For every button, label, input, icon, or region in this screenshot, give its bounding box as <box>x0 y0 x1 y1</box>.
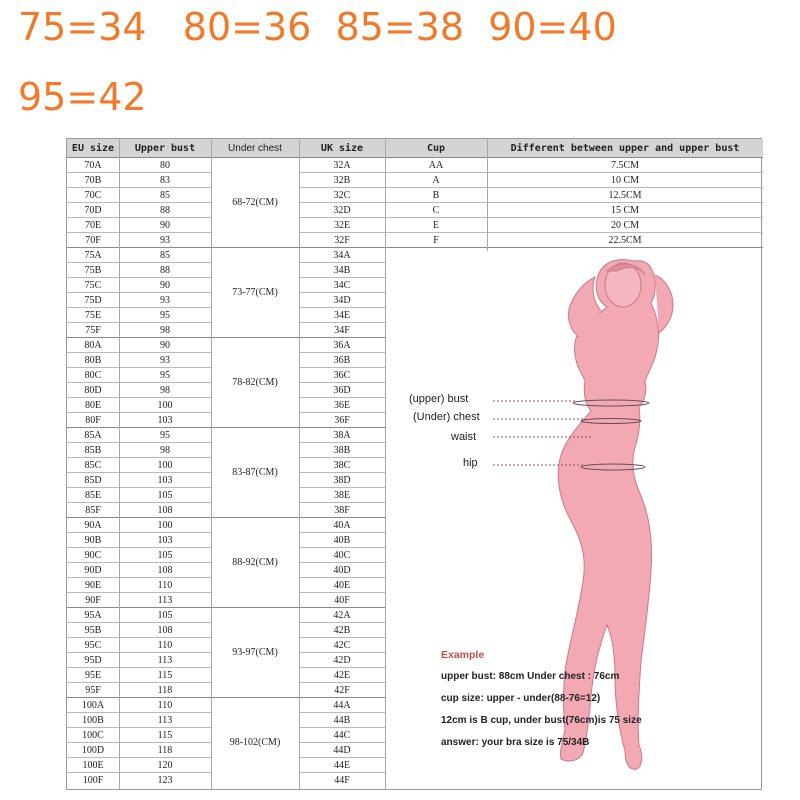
uk-size-cell: 38E <box>299 487 385 502</box>
header-eu-size: EU size <box>67 139 119 157</box>
header-cup: Cup <box>385 139 487 157</box>
eu-size-cell: 90F <box>67 592 119 607</box>
header-difference: Different between upper and upper bust <box>487 139 763 157</box>
label-waist: waist <box>451 431 477 443</box>
body-silhouette-illustration <box>387 251 759 787</box>
example-line-2: cup size: upper - under(88-76=12) <box>441 693 601 704</box>
label-under-chest: (Under) chest <box>413 411 480 423</box>
uk-size-cell: 36C <box>299 367 385 382</box>
eu-size-cell: 85D <box>67 472 119 487</box>
eu-size-cell: 80E <box>67 397 119 412</box>
eu-size-cell: 100D <box>67 742 119 757</box>
upper-bust-cell: 108 <box>119 622 211 637</box>
uk-size-cell: 40C <box>299 547 385 562</box>
example-line-1: upper bust: 88cm Under chest : 76cm <box>441 671 620 682</box>
column-divider <box>385 139 386 789</box>
eu-size-cell: 90E <box>67 577 119 592</box>
uk-size-cell: 40A <box>299 517 385 532</box>
column-divider <box>119 139 120 789</box>
uk-size-cell: 32C <box>299 187 385 202</box>
uk-size-cell: 44A <box>299 697 385 712</box>
eu-size-cell: 85B <box>67 442 119 457</box>
upper-bust-cell: 113 <box>119 652 211 667</box>
upper-bust-cell: 88 <box>119 202 211 217</box>
upper-bust-cell: 103 <box>119 412 211 427</box>
upper-bust-cell: 110 <box>119 697 211 712</box>
upper-bust-cell: 90 <box>119 337 211 352</box>
cup-cell: A <box>385 172 487 187</box>
eu-size-cell: 70A <box>67 157 119 172</box>
eu-size-cell: 80D <box>67 382 119 397</box>
eu-size-cell: 70E <box>67 217 119 232</box>
uk-size-cell: 32F <box>299 232 385 247</box>
eu-size-cell: 70B <box>67 172 119 187</box>
upper-bust-cell: 93 <box>119 292 211 307</box>
uk-size-cell: 44D <box>299 742 385 757</box>
uk-size-cell: 34E <box>299 307 385 322</box>
under-chest-column <box>211 139 299 791</box>
eu-size-cell: 85A <box>67 427 119 442</box>
uk-size-cell: 40E <box>299 577 385 592</box>
body-measurement-figure <box>387 251 759 787</box>
eu-size-cell: 95E <box>67 667 119 682</box>
eu-size-cell: 100C <box>67 727 119 742</box>
upper-bust-cell: 90 <box>119 277 211 292</box>
eu-size-cell: 75F <box>67 322 119 337</box>
difference-cell: 20 CM <box>487 217 763 232</box>
eu-size-cell: 80F <box>67 412 119 427</box>
upper-bust-cell: 100 <box>119 397 211 412</box>
upper-bust-cell: 98 <box>119 322 211 337</box>
size-conversion-line-2: 95=42 <box>18 75 147 119</box>
cup-table-bottom-border <box>487 247 763 248</box>
uk-size-cell: 34C <box>299 277 385 292</box>
eu-size-cell: 75D <box>67 292 119 307</box>
upper-bust-cell: 120 <box>119 757 211 772</box>
upper-bust-cell: 100 <box>119 457 211 472</box>
upper-bust-cell: 95 <box>119 307 211 322</box>
label-hip: hip <box>463 457 478 469</box>
uk-size-cell: 44F <box>299 772 385 787</box>
uk-size-cell: 34F <box>299 322 385 337</box>
under-chest-range: 88-92(CM) <box>211 517 299 607</box>
eu-size-cell: 100E <box>67 757 119 772</box>
upper-bust-cell: 98 <box>119 442 211 457</box>
uk-size-cell: 38A <box>299 427 385 442</box>
uk-size-cell: 36A <box>299 337 385 352</box>
cup-cell: E <box>385 217 487 232</box>
upper-bust-column <box>119 139 211 791</box>
difference-cell: 12.5CM <box>487 187 763 202</box>
example-title: Example <box>441 649 485 661</box>
eu-size-cell: 70D <box>67 202 119 217</box>
upper-bust-cell: 90 <box>119 217 211 232</box>
eu-size-cell: 100F <box>67 772 119 787</box>
upper-bust-cell: 108 <box>119 562 211 577</box>
eu-size-cell: 95A <box>67 607 119 622</box>
uk-size-cell: 44B <box>299 712 385 727</box>
upper-bust-cell: 110 <box>119 577 211 592</box>
eu-size-cell: 75B <box>67 262 119 277</box>
eu-size-cell: 90D <box>67 562 119 577</box>
uk-size-cell: 38B <box>299 442 385 457</box>
under-chest-range: 68-72(CM) <box>211 157 299 247</box>
uk-size-cell: 36B <box>299 352 385 367</box>
cup-table-bottom-border <box>385 247 487 248</box>
uk-size-cell: 40F <box>299 592 385 607</box>
upper-bust-cell: 85 <box>119 247 211 262</box>
under-chest-range: 73-77(CM) <box>211 247 299 337</box>
upper-bust-cell: 95 <box>119 367 211 382</box>
column-divider <box>487 139 488 251</box>
cup-cell: B <box>385 187 487 202</box>
eu-size-cell: 80B <box>67 352 119 367</box>
upper-bust-cell: 83 <box>119 172 211 187</box>
uk-size-cell: 32D <box>299 202 385 217</box>
column-divider <box>299 139 300 789</box>
uk-size-cell: 34B <box>299 262 385 277</box>
difference-cell: 22.5CM <box>487 232 763 247</box>
eu-size-cell: 70C <box>67 187 119 202</box>
uk-size-cell: 36D <box>299 382 385 397</box>
upper-bust-cell: 103 <box>119 532 211 547</box>
eu-size-cell: 95C <box>67 637 119 652</box>
uk-size-cell: 42D <box>299 652 385 667</box>
cup-cell: F <box>385 232 487 247</box>
cup-cell: AA <box>385 157 487 172</box>
difference-cell: 10 CM <box>487 172 763 187</box>
upper-bust-cell: 93 <box>119 232 211 247</box>
eu-size-cell: 90B <box>67 532 119 547</box>
uk-size-cell: 36E <box>299 397 385 412</box>
upper-bust-cell: 85 <box>119 187 211 202</box>
eu-size-cell: 100B <box>67 712 119 727</box>
upper-bust-cell: 98 <box>119 382 211 397</box>
uk-size-cell: 40D <box>299 562 385 577</box>
under-chest-range: 98-102(CM) <box>211 697 299 787</box>
label-upper-bust: (upper) bust <box>409 393 469 405</box>
bra-size-chart <box>66 138 762 790</box>
uk-size-cell: 42C <box>299 637 385 652</box>
upper-bust-cell: 118 <box>119 682 211 697</box>
eu-size-column <box>67 139 119 791</box>
example-line-3: 12cm is B cup, under bust(76cm)is 75 size <box>441 715 642 726</box>
eu-size-cell: 95B <box>67 622 119 637</box>
eu-size-cell: 90C <box>67 547 119 562</box>
uk-size-cell: 32B <box>299 172 385 187</box>
upper-bust-cell: 80 <box>119 157 211 172</box>
upper-bust-cell: 93 <box>119 352 211 367</box>
uk-size-column <box>299 139 385 791</box>
cup-cell: C <box>385 202 487 217</box>
uk-size-cell: 38D <box>299 472 385 487</box>
upper-bust-cell: 115 <box>119 667 211 682</box>
under-chest-range: 83-87(CM) <box>211 427 299 517</box>
uk-size-cell: 42E <box>299 667 385 682</box>
upper-bust-cell: 95 <box>119 427 211 442</box>
header-under-chest: Under chest <box>211 139 299 157</box>
uk-size-cell: 38F <box>299 502 385 517</box>
upper-bust-cell: 123 <box>119 772 211 787</box>
upper-bust-cell: 88 <box>119 262 211 277</box>
eu-size-cell: 85F <box>67 502 119 517</box>
upper-bust-cell: 100 <box>119 517 211 532</box>
uk-size-cell: 34D <box>299 292 385 307</box>
uk-size-cell: 38C <box>299 457 385 472</box>
eu-size-cell: 75C <box>67 277 119 292</box>
upper-bust-cell: 110 <box>119 637 211 652</box>
upper-bust-cell: 118 <box>119 742 211 757</box>
header-uk-size: UK size <box>299 139 385 157</box>
upper-bust-cell: 108 <box>119 502 211 517</box>
upper-bust-cell: 105 <box>119 607 211 622</box>
eu-size-cell: 85C <box>67 457 119 472</box>
upper-bust-cell: 115 <box>119 727 211 742</box>
upper-bust-cell: 105 <box>119 547 211 562</box>
eu-size-cell: 70F <box>67 232 119 247</box>
column-divider <box>211 139 212 789</box>
upper-bust-cell: 103 <box>119 472 211 487</box>
difference-cell: 15 CM <box>487 202 763 217</box>
uk-size-cell: 42B <box>299 622 385 637</box>
upper-bust-cell: 105 <box>119 487 211 502</box>
eu-size-cell: 85E <box>67 487 119 502</box>
eu-size-cell: 75E <box>67 307 119 322</box>
under-chest-range: 93-97(CM) <box>211 607 299 697</box>
uk-size-cell: 32A <box>299 157 385 172</box>
uk-size-cell: 36F <box>299 412 385 427</box>
upper-bust-cell: 113 <box>119 712 211 727</box>
example-line-4: answer: your bra size is 75/34B <box>441 737 590 748</box>
upper-bust-cell: 113 <box>119 592 211 607</box>
cup-column <box>385 139 487 251</box>
uk-size-cell: 44C <box>299 727 385 742</box>
uk-size-cell: 40B <box>299 532 385 547</box>
uk-size-cell: 42F <box>299 682 385 697</box>
eu-size-cell: 80C <box>67 367 119 382</box>
difference-cell: 7.5CM <box>487 157 763 172</box>
eu-size-cell: 95F <box>67 682 119 697</box>
eu-size-cell: 90A <box>67 517 119 532</box>
eu-size-cell: 100A <box>67 697 119 712</box>
uk-size-cell: 44E <box>299 757 385 772</box>
header-upper-bust: Upper bust <box>119 139 211 157</box>
eu-size-cell: 80A <box>67 337 119 352</box>
difference-column <box>487 139 763 251</box>
uk-size-cell: 42A <box>299 607 385 622</box>
size-conversion-line-1: 75=34 80=36 85=38 90=40 <box>18 5 617 49</box>
uk-size-cell: 32E <box>299 217 385 232</box>
eu-size-cell: 95D <box>67 652 119 667</box>
uk-size-cell: 34A <box>299 247 385 262</box>
under-chest-range: 78-82(CM) <box>211 337 299 427</box>
eu-size-cell: 75A <box>67 247 119 262</box>
